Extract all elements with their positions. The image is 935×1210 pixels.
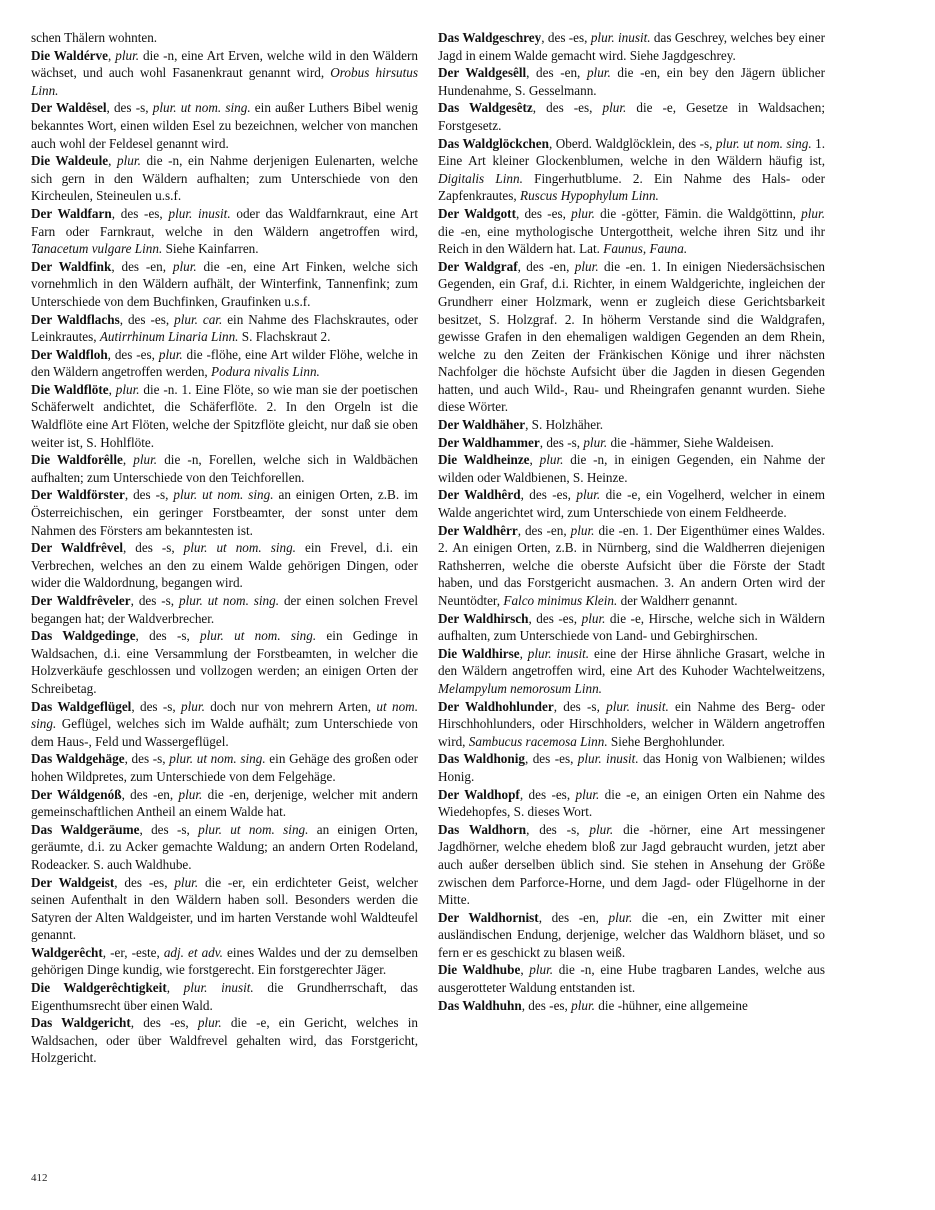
dictionary-entry bbox=[31, 381, 418, 451]
dictionary-entry bbox=[31, 346, 418, 381]
entry-definition: , des -es, plur. die -er, ein erdichteter Geist, welcher seinen Aufenthalt in den Wäldern haben soll. Besonders werden die Satyren der Alten Waldgeister, und im harten Verstande wohl Waldteufel genannt. bbox=[31, 874, 418, 943]
entry-definition: , des -es, plur. car. ein Nahme des Flachskrautes, oder Leinkrautes, Autirrhinum Linaria Linn. S. Flachskraut 2. bbox=[31, 311, 418, 345]
entry-headword: Der Waldhêrd bbox=[438, 487, 521, 503]
entry-headword: Das Waldgeflügel bbox=[31, 698, 132, 714]
dictionary-entry bbox=[438, 29, 825, 64]
dictionary-entry bbox=[438, 99, 825, 134]
entry-definition: , des -en, plur. die -en, ein Zwitter mit einer ausländischen Endung, derjenige, welcher das Waldhorn bläset, und so fern er es geschickt zu blasen weiß. bbox=[438, 909, 825, 960]
entry-definition: , des -s, plur. ut nom. sing. ein Gedinge in Waldsachen, d.i. eine Versammlung der Forstbeamten, in welcher die Holzverkäufe geschlossen und vollzogen werden; an einigen Orten der Schreibetag. bbox=[31, 628, 418, 696]
entry-headword: Der Waldhopf bbox=[438, 786, 520, 802]
entry-headword: Die Waldgerêchtigkeit bbox=[31, 980, 167, 996]
dictionary-entry bbox=[31, 627, 418, 697]
dictionary-entry bbox=[31, 874, 418, 944]
entry-headword: Die Waldhirse bbox=[438, 645, 520, 661]
entry-definition: , des -en, plur. die -en. 1. In einigen Niedersächsischen Gegenden, ein Graf, d.i. Richter, in einem Waldgerichte, ingleichen der Grundherr einer Holzmark, wenn er zugleich diese Gerichtsbarkeit besitzet, S. Holzgraf. 2. In höherm Verstande sind die Waldgrafen, gewisse Grafen in den ehemaligen waldigen Gegenden an dem Rhein, welche zu den Zeiten der Fränkischen Könige und ihrer nächsten Nachfolger die höchste Aufsicht über die Jagden in diesen Gegenden hatten, und auch Wild-, Rau- und Rheingrafen genannt wurden. Siehe diese Wörter. bbox=[438, 258, 825, 415]
entry-headword: Der Waldêsel bbox=[31, 100, 107, 116]
entry-definition: , des -es, plur. die -e, ein Gericht, welches in Waldsachen, oder über Waldfrevel gehalten wird, das Forstgericht, Holzgericht. bbox=[31, 1015, 418, 1066]
dictionary-entry bbox=[31, 311, 418, 346]
dictionary-entry bbox=[31, 698, 418, 751]
dictionary-entry bbox=[31, 29, 418, 47]
entry-headword: Die Waldflöte bbox=[31, 381, 109, 397]
dictionary-entry bbox=[31, 47, 418, 100]
entry-definition: , des -s, plur. doch nur von mehrern Arten, ut nom. sing. Geflügel, welches sich im Walde aufhält; zum Unterschiede von dem Haus-, Feld und Wassergeflügel. bbox=[31, 698, 419, 749]
dictionary-entry bbox=[31, 592, 418, 627]
dictionary-entry bbox=[438, 786, 825, 821]
entry-headword: Der Waldförster bbox=[31, 487, 125, 503]
entry-definition: , des -es, plur. die -e, Gesetze in Waldsachen; Forstgesetz. bbox=[438, 100, 825, 133]
dictionary-entry bbox=[31, 539, 418, 592]
entry-headword: Der Waldfrêvel bbox=[31, 540, 123, 556]
dictionary-entry bbox=[31, 205, 418, 258]
entry-headword: Der Waldhohlunder bbox=[438, 698, 554, 714]
entry-definition: , des -s, plur. ut nom. sing. ein Gehäge des großen oder hohen Wildpretes, zum Unterschiede von dem Felgehäge. bbox=[31, 751, 418, 784]
entry-headword: Der Wáldgenóß bbox=[31, 786, 122, 802]
dictionary-entry bbox=[438, 961, 825, 996]
entry-definition: , des -s, plur. ut nom. sing. an einigen Orten, z.B. im Österreichischen, ein geringer Forstbeamter, der sonst unter dem Nahmen des Försters am bekanntesten ist. bbox=[31, 487, 419, 538]
entry-headword: Der Waldfloh bbox=[31, 346, 108, 362]
entry-headword: Die Waldeule bbox=[31, 153, 109, 169]
dictionary-entry bbox=[438, 258, 825, 416]
entry-headword: Das Waldgeräume bbox=[31, 821, 140, 837]
entry-headword: Das Waldhorn bbox=[438, 821, 527, 837]
entry-headword: Die Waldheinze bbox=[438, 452, 530, 468]
entry-headword: Der Waldhäher bbox=[438, 417, 526, 433]
entry-headword: Der Waldgesêll bbox=[438, 65, 527, 81]
entry-definition: , des -es, plur. inusit. oder das Waldfarnkraut, eine Art Farn oder Farnkraut, welche in den Wäldern angetroffen wird, Tanacetum vulgare Linn. Siehe Kainfarren. bbox=[31, 205, 418, 257]
entry-headword: Der Waldgraf bbox=[438, 258, 518, 274]
dictionary-entry bbox=[438, 645, 825, 698]
entry-headword: Der Waldhirsch bbox=[438, 610, 529, 626]
entry-definition: , plur. inusit. die Grundherrschaft, das Eigenthumsrecht über einen Wald. bbox=[31, 980, 419, 1013]
entry-definition: , des -s, plur. ut nom. sing. der einen solchen Frevel begangen hat; der Waldverbrecher. bbox=[31, 593, 418, 626]
entry-definition: , des -es, plur. inusit. das Geschrey, welches bey einer Jagd in einem Walde gemacht wird. Siehe Jagdgeschrey. bbox=[438, 30, 825, 63]
entry-headword: Das Waldgesêtz bbox=[438, 100, 533, 116]
entry-definition: , plur. inusit. eine der Hirse ähnliche Grasart, welche in den Wäldern angetroffen wird, eine Art des Kuhoder Wachtelweitzens, Melampylum nemorosum Linn. bbox=[438, 645, 825, 696]
entry-headword: Die Waldérve bbox=[31, 47, 108, 63]
entry-definition: , plur. die -n, eine Art Erven, welche wild in den Wäldern wächset, und auch wohl Fasanenkraut genannt wird, Orobus hirsutus Linn. bbox=[31, 47, 418, 98]
entry-headword: Der Waldhammer bbox=[438, 434, 540, 450]
entry-headword: Die Waldforêlle bbox=[31, 452, 123, 468]
entry-definition: , des -s, plur. ut nom. sing. ein außer Luthers Bibel wenig bekanntes Wort, einen wilden Esel zu bezeichnen, welcher von manchen auch wohl der Feldesel genannt wird. bbox=[31, 100, 418, 151]
dictionary-entry bbox=[438, 821, 825, 909]
entry-headword: Der Waldflachs bbox=[31, 311, 120, 327]
entry-definition: , des -es, plur. die -flöhe, eine Art wilder Flöhe, welche in den Wäldern angetroffen werden, Podura nivalis Linn. bbox=[31, 346, 418, 380]
entry-definition: , -er, -este, adj. et adv. eines Waldes und der zu demselben gehörigen Dinge kundig, wie forstgerecht. Ein forstgerechter Jäger. bbox=[31, 944, 418, 978]
dictionary-entry bbox=[438, 698, 825, 751]
right-column bbox=[438, 29, 825, 1014]
entry-definition: , Oberd. Waldglöcklein, des -s, plur. ut nom. sing. 1. Eine Art kleiner Glockenblumen, welche in den Wäldern häufig ist, Digitalis Linn. Fingerhutblume. 2. Ein Nahme des Hals- oder Zapfenkrautes, Ruscus Hypophylum Linn. bbox=[438, 135, 825, 204]
entry-headword: Waldgerêcht bbox=[31, 944, 103, 960]
left-column bbox=[31, 29, 418, 1067]
entry-headword: Das Waldgehäge bbox=[31, 751, 125, 767]
entry-definition: , des -en, plur. die -en. 1. Der Eigenthümer eines Waldes. 2. An einigen Orten, z.B. in Nürnberg, sind die Waldherren diejenigen Rathsherren, welche die oberste Aufsicht über die Förste der Stadt haben, und das Forstgericht ausmachen. 3. An andern Orten wird der Neuntödter, Falco minimus Klein. der Waldherr genannt. bbox=[438, 522, 825, 608]
entry-headword: Der Waldgeist bbox=[31, 874, 115, 890]
entry-headword: Der Waldhêrr bbox=[438, 522, 518, 538]
dictionary-entry bbox=[31, 451, 418, 486]
dictionary-entry bbox=[438, 205, 825, 258]
dictionary-entry bbox=[31, 486, 418, 539]
dictionary-entry bbox=[438, 750, 825, 785]
dictionary-entry bbox=[31, 944, 418, 979]
entry-definition: , plur. die -n, Forellen, welche sich in Waldbächen aufhalten; zum Unterschiede von den Teichforellen. bbox=[31, 452, 418, 485]
entry-definition: , des -es, plur. inusit. das Honig von Walbienen; wildes Honig. bbox=[438, 751, 825, 784]
entry-definition: , des -es, plur. die -e, an einigen Orten ein Nahme des Wiedehopfes, S. dieses Wort. bbox=[438, 786, 825, 820]
dictionary-entry bbox=[438, 522, 825, 610]
entry-definition: , des -s, plur. die -hämmer, Siehe Waldeisen. bbox=[539, 434, 774, 450]
entry-headword: Das Waldgedinge bbox=[31, 628, 136, 644]
dictionary-entry bbox=[31, 786, 418, 821]
entry-headword: Die Waldhube bbox=[438, 962, 521, 978]
entry-definition: , plur. die -n, in einigen Gegenden, ein Nahme der wilden oder Waldbienen, S. Heinze. bbox=[438, 452, 826, 485]
dictionary-entry bbox=[438, 997, 825, 1015]
entry-definition: , des -en, plur. die -en, derjenige, welcher mit andern gemeinschaftlichen Antheil an einem Walde hat. bbox=[31, 786, 419, 820]
entry-definition: , des -es, plur. die -hühner, eine allgemeine bbox=[521, 997, 748, 1013]
entry-headword: Der Waldhornist bbox=[438, 909, 539, 925]
entry-headword: Das Waldgericht bbox=[31, 1015, 131, 1031]
entry-headword: Das Waldhuhn bbox=[438, 997, 522, 1013]
entry-headword: Das Waldgeschrey bbox=[438, 30, 542, 45]
entry-definition: , des -s, plur. ut nom. sing. an einigen Orten, geräumte, d.i. zu Acker gemachte Waldung; an andern Orten Rodeland, Rodeacker. S. auch Waldhube. bbox=[31, 821, 418, 872]
dictionary-entry bbox=[31, 750, 418, 785]
entry-headword: Das Waldhonig bbox=[438, 751, 525, 767]
entry-definition: , des -es, plur. die -e, Hirsche, welche sich in Wäldern aufhalten, zum Unterschiede von Land- und Gebirghirschen. bbox=[438, 610, 825, 644]
dictionary-entry bbox=[31, 152, 418, 205]
entry-headword: Das Waldglöckchen bbox=[438, 135, 549, 151]
dictionary-entry bbox=[31, 99, 418, 152]
entry-headword: Der Waldfink bbox=[31, 258, 112, 274]
dictionary-entry bbox=[31, 1014, 418, 1067]
dictionary-entry bbox=[31, 979, 418, 1014]
entry-definition: , des -en, plur. die -en, ein bey den Jägern üblicher Hundenahme, S. Gesselmann. bbox=[438, 65, 825, 98]
dictionary-entry bbox=[438, 135, 825, 205]
entry-headword: Der Waldgott bbox=[438, 205, 516, 221]
entry-headword: Der Waldfarn bbox=[31, 205, 112, 221]
entry-definition: , des -en, plur. die -en, eine Art Finken, welche sich vornehmlich in den Wäldern aufhält, der Winterfink, Tannenfink; zum Unterschiede von dem Buchfinken, Graufinken u.s.f. bbox=[31, 258, 419, 309]
dictionary-entry bbox=[31, 821, 418, 874]
entry-definition: , des -es, plur. die -e, ein Vogelherd, welcher in einem Walde angerichtet wird, zum Unterschiede von einem Feldheerde. bbox=[438, 487, 825, 521]
dictionary-entry bbox=[438, 434, 825, 452]
entry-definition: , plur. die -n. 1. Eine Flöte, so wie man sie der poetischen Schäferwelt andichtet, die Schäferflöte. 2. In den Orgeln ist die Waldflöte eine Art Flöten, welche der Spitzflöte gleicht, nur daß sie oben weiter ist, S. Hohlflöte. bbox=[31, 381, 419, 450]
dictionary-entry bbox=[438, 486, 825, 521]
dictionary-entry bbox=[438, 610, 825, 645]
entry-definition: , des -s, plur. ut nom. sing. ein Frevel, d.i. ein Verbrechen, welches an den zu einem Walde gehörigen Dingen, oder wider die Waldordnung, begangen wird. bbox=[31, 540, 418, 591]
page-number: 412 bbox=[31, 1172, 48, 1184]
entry-definition: , des -s, plur. die -hörner, eine Art messingener Jagdhörner, welche ehedem bloß zur Jagd gebraucht wurden, jetzt aber auch außer derselben üblich sind. Sie stehen in Ansehung der Größe zwischen dem Parforce-Horne, und dem Jagd- oder Flügelhorne in der Mitte. bbox=[438, 821, 826, 908]
dictionary-entry bbox=[438, 416, 825, 434]
entry-definition: schen Thälern wohnten. bbox=[31, 30, 158, 45]
dictionary-entry bbox=[438, 909, 825, 962]
dictionary-entry bbox=[438, 64, 825, 99]
entry-definition: , des -s, plur. inusit. ein Nahme des Berg- oder Hirschhohlunders, oder Hirschholders, welcher in Wäldern angetroffen wird, Sambucus racemosa Linn. Siehe Berghohlunder. bbox=[438, 698, 825, 749]
dictionary-entry bbox=[31, 258, 418, 311]
entry-definition: , des -es, plur. die -götter, Fämin. die Waldgöttinn, plur. die -en, eine mythologische Untergottheit, welche ihren Sitz und ihr Reich in den Wäldern hat. Lat. Faunus, Fauna. bbox=[438, 205, 825, 257]
entry-headword: Der Waldfrêveler bbox=[31, 593, 131, 608]
entry-definition: , S. Holzhäher. bbox=[525, 417, 604, 433]
entry-definition: , plur. die -n, eine Hube tragbaren Landes, welche aus ausgerotteter Waldung entstanden ist. bbox=[438, 962, 825, 996]
entry-definition: , plur. die -n, ein Nahme derjenigen Eulenarten, welche sich gern in den Wäldern aufhalten; zum Unterschiede von den Kircheulen, Steineulen u.s.f. bbox=[31, 153, 419, 204]
dictionary-entry bbox=[438, 451, 825, 486]
